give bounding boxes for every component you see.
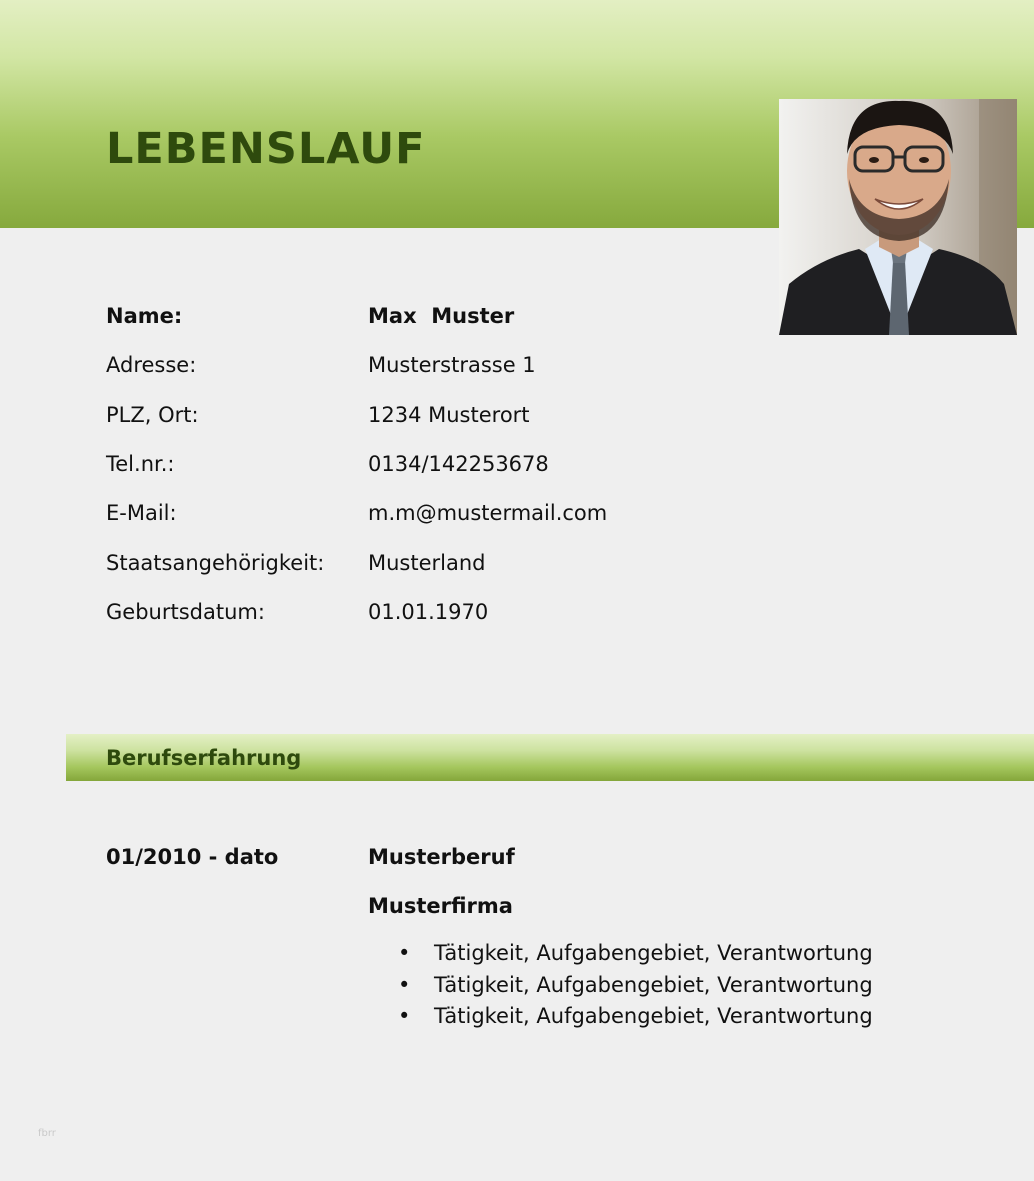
bullet-icon: •: [398, 1004, 411, 1028]
job-task-text: Tätigkeit, Aufgabengebiet, Verantwortung: [434, 941, 873, 965]
bullet-icon: •: [398, 972, 411, 997]
section-header-experience: [66, 734, 1034, 781]
info-value: Musterstrasse 1: [368, 353, 536, 378]
job-title: Musterberuf: [368, 845, 515, 869]
section-title: Berufserfahrung: [106, 746, 302, 770]
info-row: [0, 600, 760, 630]
info-row: [0, 403, 760, 433]
job-task-item: [398, 973, 873, 1005]
info-value: 0134/142253678: [368, 451, 549, 476]
info-row: [0, 551, 760, 581]
job-task-text: Tätigkeit, Aufgabengebiet, Verantwortung: [434, 972, 873, 997]
info-label: Name:: [106, 304, 183, 328]
info-label: Staatsangehörigkeit:: [106, 550, 325, 575]
job-company: Musterfirma: [368, 894, 513, 918]
info-value: m.m@mustermail.com: [368, 501, 608, 526]
info-value: Musterland: [368, 550, 486, 575]
job-period: 01/2010 - dato: [106, 845, 279, 869]
info-row: [0, 452, 760, 482]
job-task-item: [398, 941, 873, 973]
job-task-list: [398, 941, 873, 1036]
info-value: Max Muster: [368, 304, 515, 328]
document-title: LEBENSLAUF: [106, 124, 426, 174]
job-task-text: Tätigkeit, Aufgabengebiet, Verantwortung: [434, 1004, 873, 1028]
job-task-item: [398, 1004, 873, 1036]
info-row: [0, 353, 760, 383]
info-label: Tel.nr.:: [106, 451, 175, 476]
profile-photo: [779, 99, 1017, 335]
bullet-icon: •: [398, 941, 411, 965]
info-label: E-Mail:: [106, 501, 177, 526]
info-row: [0, 501, 760, 531]
info-label: Adresse:: [106, 353, 197, 378]
watermark: fbrr: [38, 1128, 56, 1139]
info-value: 01.01.1970: [368, 599, 489, 624]
info-label: PLZ, Ort:: [106, 402, 199, 427]
info-label: Geburtsdatum:: [106, 599, 265, 624]
info-row: [0, 304, 760, 334]
info-value: 1234 Musterort: [368, 402, 530, 427]
